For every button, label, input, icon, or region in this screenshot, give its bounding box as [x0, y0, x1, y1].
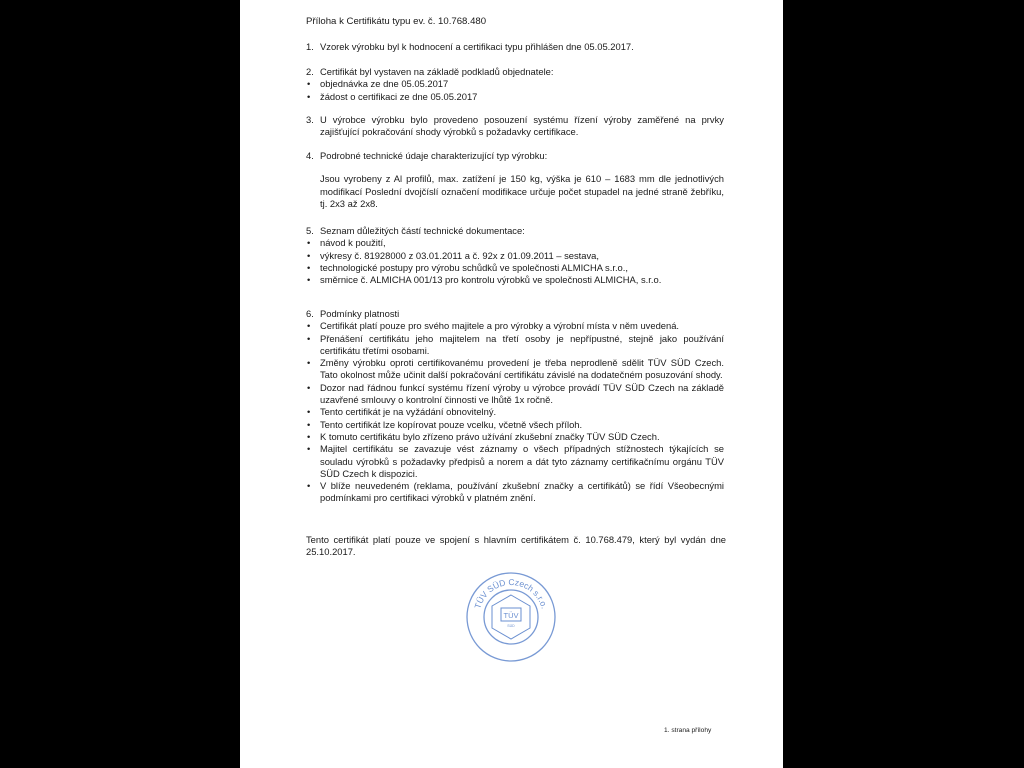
list-item: • Přenášení certifikátu jeho majitelem na třetí osoby je nepřípustné, stejně jako používání certifikátu třetími osobami. [306, 333, 724, 358]
section-text: U výrobce výrobku bylo provedeno posouzení systému řízení výroby zaměřené na prvky zajišťující pokračování shody výrobků s požadavky certifikace. [320, 114, 724, 138]
list-item: • žádost o certifikaci ze dne 05.05.2017 [306, 91, 724, 103]
section-heading: Podmínky platnosti [320, 308, 400, 319]
section-number: 1. [306, 41, 314, 52]
section-number: 2. [306, 66, 314, 77]
list-item: • návod k použití, [306, 237, 724, 249]
section-text: Vzorek výrobku byl k hodnocení a certifikaci typu přihlášen dne 05.05.2017. [320, 41, 634, 52]
list-item: • Změny výrobku oproti certifikovanému provedení je třeba neprodleně sdělit TÜV SÜD Czech. Tato okolnost může učinit další pokračování certifikátu závislé na dodatečném posuzování shody. [306, 357, 724, 382]
list-item: • Certifikát platí pouze pro svého majitele a pro výrobky a výrobní místa v něm uvedená. [306, 320, 724, 332]
list-item: • Tento certifikát je na vyžádání obnovitelný. [306, 406, 724, 418]
list-item: • Majitel certifikátu se zavazuje vést záznamy o všech případných stížnostech týkajících se souladu výrobků s požadavky předpisů a norem a dát tyto záznamy certifikačnímu orgánu TÜV SÜD Czech k dispozici. [306, 443, 724, 480]
stamp-logo-sub: SÜD [507, 624, 515, 628]
section-heading: Seznam důležitých částí technické dokumentace: [320, 225, 525, 236]
list-item: • Dozor nad řádnou funkcí systému řízení výroby u výrobce provádí TÜV SÜD Czech na základě uzavřené smlouvy o kontrolní činnosti ve lhůtě 1x ročně. [306, 382, 724, 407]
stamp-ring-text: TÜV SÜD Czech s.r.o. [472, 576, 550, 610]
list-item: • objednávka ze dne 05.05.2017 [306, 78, 724, 90]
closing-statement: Tento certifikát platí pouze ve spojení s hlavním certifikátem č. 10.768.479, který byl vydán dne 25.10.2017. [306, 534, 726, 558]
list-item: • Tento certifikát lze kopírovat pouze vcelku, včetně všech příloh. [306, 419, 724, 431]
list-item: • V blíže neuvedeném (reklama, používání zkušební značky a certifikátů) se řídí Všeobecnými podmínkami pro certifikaci výrobků v platném znění. [306, 480, 724, 505]
section-number: 3. [306, 114, 314, 125]
section-heading: Podrobné technické údaje charakterizující typ výrobku: [320, 150, 548, 161]
section-body: Jsou vyrobeny z Al profilů, max. zatížení je 150 kg, výška je 610 – 1683 mm dle jednotlivých modifikací Poslední dvojčíslí označení modifikace určuje počet stupadel na jedné straně žebříku, tj. 2x3 až 2x8. [320, 173, 724, 209]
page-title: Příloha k Certifikátu typu ev. č. 10.768.480 [306, 16, 487, 27]
section-6 [306, 308, 724, 505]
list-item: • technologické postupy pro výrobu schůdků ve společnosti ALMICHA s.r.o., [306, 262, 724, 274]
bullet-list [306, 237, 724, 286]
section-number: 5. [306, 225, 314, 236]
tuv-stamp [461, 567, 561, 667]
section-4 [306, 150, 724, 210]
section-heading: Certifikát byl vystaven na základě podkladů objednatele: [320, 66, 554, 77]
section-2 [306, 66, 724, 103]
list-item: • směrnice č. ALMICHA 001/13 pro kontrolu výrobků ve společnosti ALMICHA, s.r.o. [306, 274, 724, 286]
section-3 [306, 114, 724, 139]
page-footer: 1. strana přílohy [664, 727, 712, 734]
bullet-list [306, 78, 724, 103]
bullet-list [306, 320, 724, 504]
list-item: • K tomuto certifikátu bylo zřízeno právo užívání zkušební značky TÜV SÜD Czech. [306, 431, 724, 443]
list-item: • výkresy č. 81928000 z 03.01.2011 a č. 92x z 01.09.2011 – sestava, [306, 250, 724, 262]
stamp-logo-text: TÜV [503, 611, 519, 620]
section-number: 4. [306, 150, 314, 161]
section-1 [306, 41, 724, 53]
section-number: 6. [306, 308, 314, 319]
section-5 [306, 225, 724, 286]
